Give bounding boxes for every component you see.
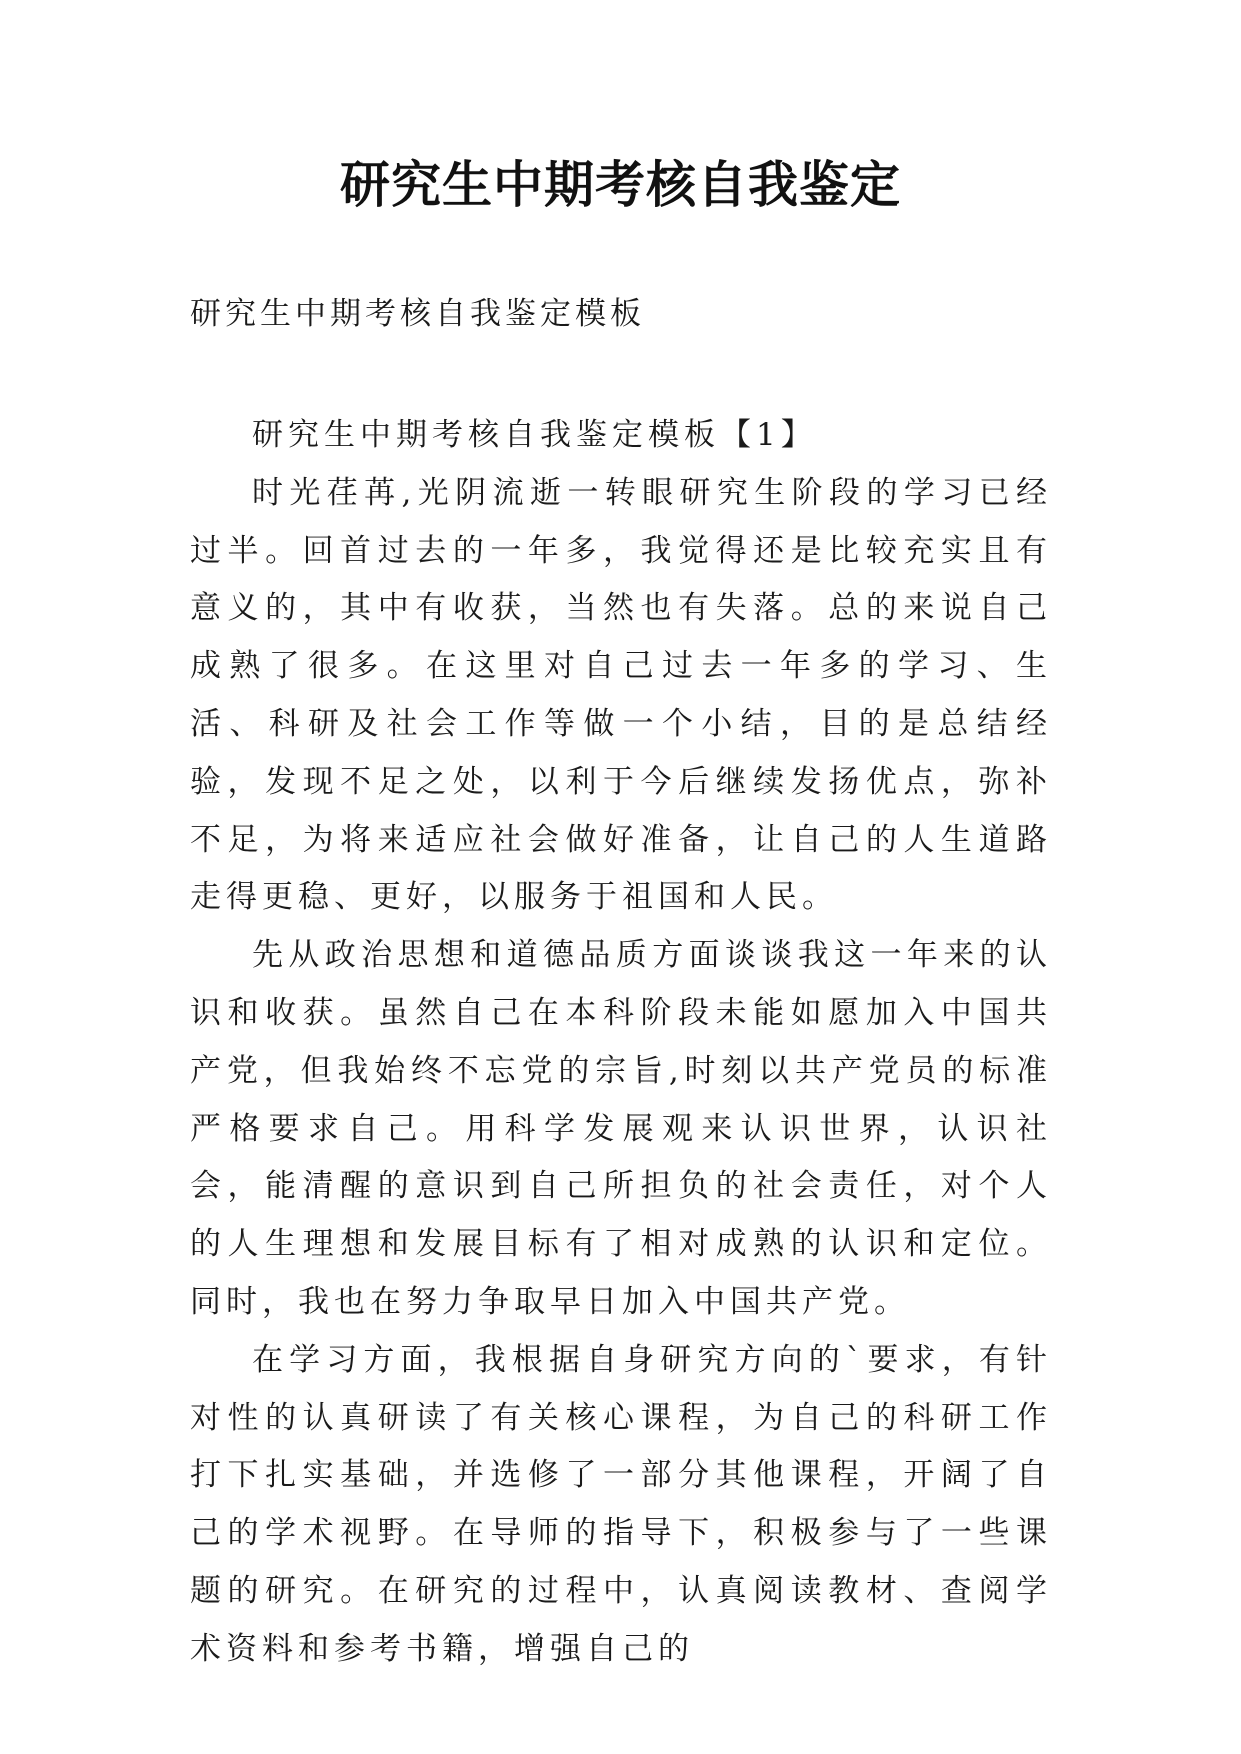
- paragraph: 先从政治思想和道德品质方面谈谈我这一年来的认识和收获。虽然自己在本科阶段未能如愿加入中国共产党，但我始终不忘党的宗旨,时刻以共产党员的标准严格要求自己。用科学发展观来认识世界，认识社会，能清醒的意识到自己所担负的社会责任，对个人的人生理想和发展目标有了相对成熟的认识和定位。同时，我也在努力争取早日加入中国共产党。: [190, 937, 1052, 1320]
- document-subtitle: 研究生中期考核自我鉴定模板: [190, 296, 645, 332]
- section-heading: 研究生中期考核自我鉴定模板【1】: [252, 417, 817, 453]
- document-title: 研究生中期考核自我鉴定: [340, 155, 901, 214]
- paragraph: 在学习方面，我根据自身研究方向的`要求，有针对性的认真研读了有关核心课程，为自己的科研工作打下扎实基础，并选修了一部分其他课程，开阔了自己的学术视野。在导师的指导下，积极参与了一些课题的研究。在研究的过程中，认真阅读教材、查阅学术资料和参考书籍，增强自己的: [190, 1341, 1052, 1667]
- document-body: [190, 407, 1052, 1679]
- paragraph: 时光荏苒,光阴流逝一转眼研究生阶段的学习已经过半。回首过去的一年多，我觉得还是比较充实且有意义的，其中有收获，当然也有失落。总的来说自己成熟了很多。在这里对自己过去一年多的学习、生活、科研及社会工作等做一个小结，目的是总结经验，发现不足之处，以利于今后继续发扬优点，弥补不足，为将来适应社会做好准备，让自己的人生道路走得更稳、更好，以服务于祖国和人民。: [190, 474, 1052, 916]
